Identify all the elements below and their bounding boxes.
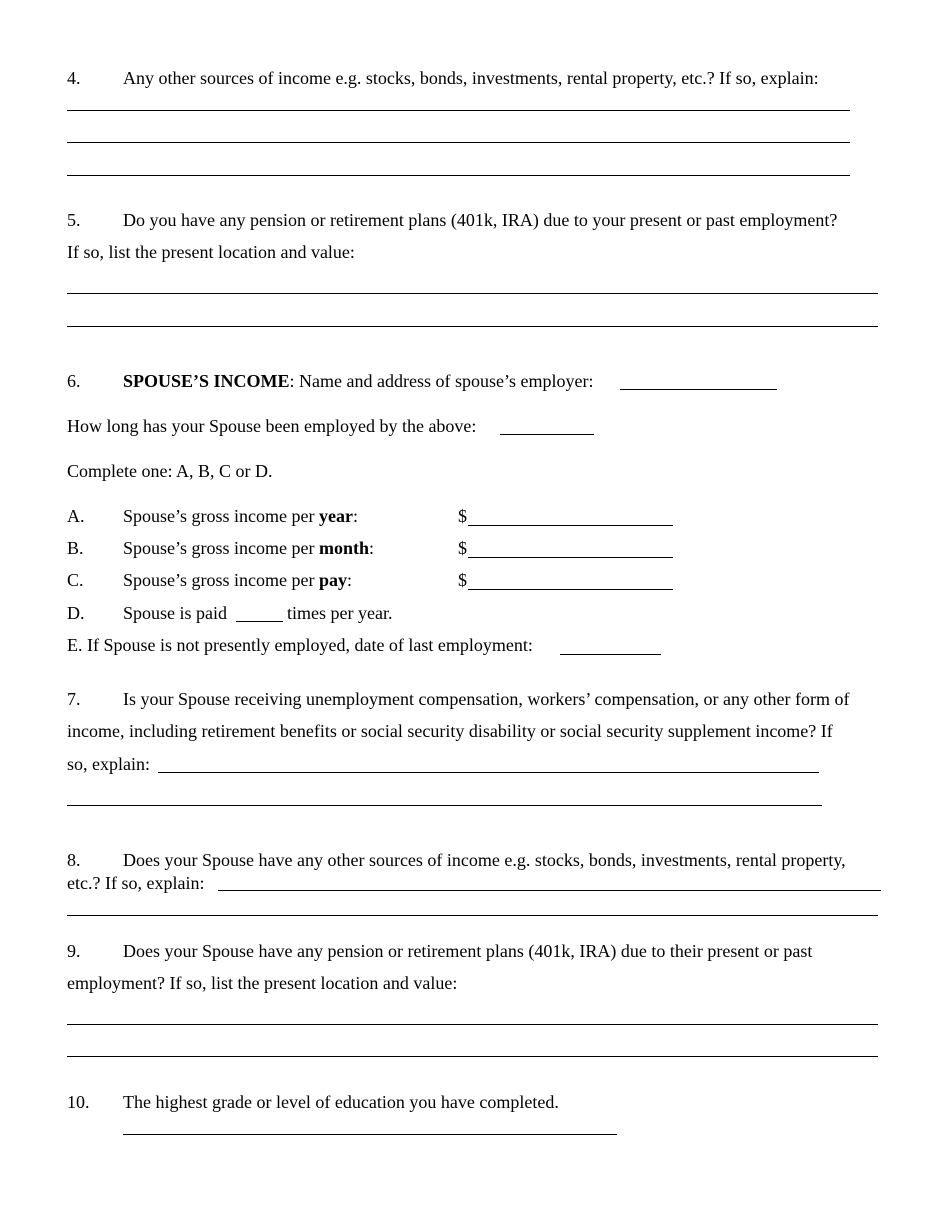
q4-answer-line-3[interactable]: [67, 175, 850, 176]
q8-number: 8.: [67, 850, 81, 870]
q7-number: 7.: [67, 689, 81, 709]
q6-a-letter: A.: [67, 506, 85, 526]
spouse-employment-duration-field[interactable]: [500, 434, 594, 435]
q5-answer-line-2[interactable]: [67, 326, 878, 327]
q6-complete-one: Complete one: A, B, C or D.: [67, 461, 273, 481]
q6-d-label-pre: Spouse is paid: [123, 603, 228, 623]
spouse-income-year-field[interactable]: [468, 525, 673, 526]
q6-e-label: E. If Spouse is not presently employed, date of last employment:: [67, 635, 533, 655]
q5-text-line-1: Do you have any pension or retirement plans (401k, IRA) due to your present or past employment?: [123, 210, 838, 230]
q9-answer-line-2[interactable]: [67, 1056, 878, 1057]
q7-answer-line-1[interactable]: [158, 772, 819, 773]
q9-answer-line-1[interactable]: [67, 1024, 878, 1025]
q5-text-line-2: If so, list the present location and value:: [67, 242, 355, 262]
q6-b-dollar-sign: $: [458, 538, 467, 558]
q6-d-letter: D.: [67, 603, 85, 623]
q7-answer-line-2[interactable]: [67, 805, 822, 806]
q4-answer-line-1[interactable]: [67, 110, 850, 111]
q6-employer-label: : Name and address of spouse’s employer:: [289, 371, 594, 391]
q10-number: 10.: [67, 1092, 90, 1112]
q8-answer-line-1[interactable]: [218, 890, 881, 891]
q5-answer-line-1[interactable]: [67, 293, 878, 294]
q7-text-line-1: Is your Spouse receiving unemployment compensation, workers’ compensation, or any other form of: [123, 689, 850, 709]
q6-a-dollar-sign: $: [458, 506, 467, 526]
q9-number: 9.: [67, 941, 81, 961]
q10-text: The highest grade or level of education you have completed.: [123, 1092, 559, 1112]
q4-text: Any other sources of income e.g. stocks, bonds, investments, rental property, etc.? If so, explain:: [123, 68, 819, 88]
q8-text-line-1: Does your Spouse have any other sources of income e.g. stocks, bonds, investments, rental property,: [123, 850, 846, 870]
q5-number: 5.: [67, 210, 81, 230]
q10-answer-line[interactable]: [123, 1134, 617, 1135]
q6-b-label: Spouse’s gross income per month:: [123, 538, 375, 558]
q8-answer-line-2[interactable]: [67, 915, 878, 916]
q4-number: 4.: [67, 68, 81, 88]
q6-c-label: Spouse’s gross income per pay:: [123, 570, 353, 590]
q6-c-dollar-sign: $: [458, 570, 467, 590]
q6-d-label-post: times per year.: [287, 603, 393, 623]
q4-answer-line-2[interactable]: [67, 142, 850, 143]
spouse-income-pay-field[interactable]: [468, 589, 673, 590]
q7-text-line-3: so, explain:: [67, 754, 150, 774]
q9-text-line-1: Does your Spouse have any pension or retirement plans (401k, IRA) due to their present or past: [123, 941, 813, 961]
q6-how-long-label: How long has your Spouse been employed by the above:: [67, 416, 477, 436]
spouse-employer-field[interactable]: [620, 389, 777, 390]
q8-text-line-2: etc.? If so, explain:: [67, 873, 205, 893]
q6-a-label: Spouse’s gross income per year:: [123, 506, 358, 526]
q6-heading: SPOUSE’S INCOME: [123, 371, 290, 391]
q6-c-letter: C.: [67, 570, 84, 590]
q9-text-line-2: employment? If so, list the present location and value:: [67, 973, 458, 993]
spouse-pay-frequency-field[interactable]: [236, 621, 283, 622]
spouse-income-month-field[interactable]: [468, 557, 673, 558]
q6-text: [123, 371, 593, 391]
q7-text-line-2: income, including retirement benefits or social security disability or social security supplement income? If: [67, 721, 833, 741]
q6-number: 6.: [67, 371, 81, 391]
q6-b-letter: B.: [67, 538, 84, 558]
spouse-last-employment-date-field[interactable]: [560, 654, 661, 655]
